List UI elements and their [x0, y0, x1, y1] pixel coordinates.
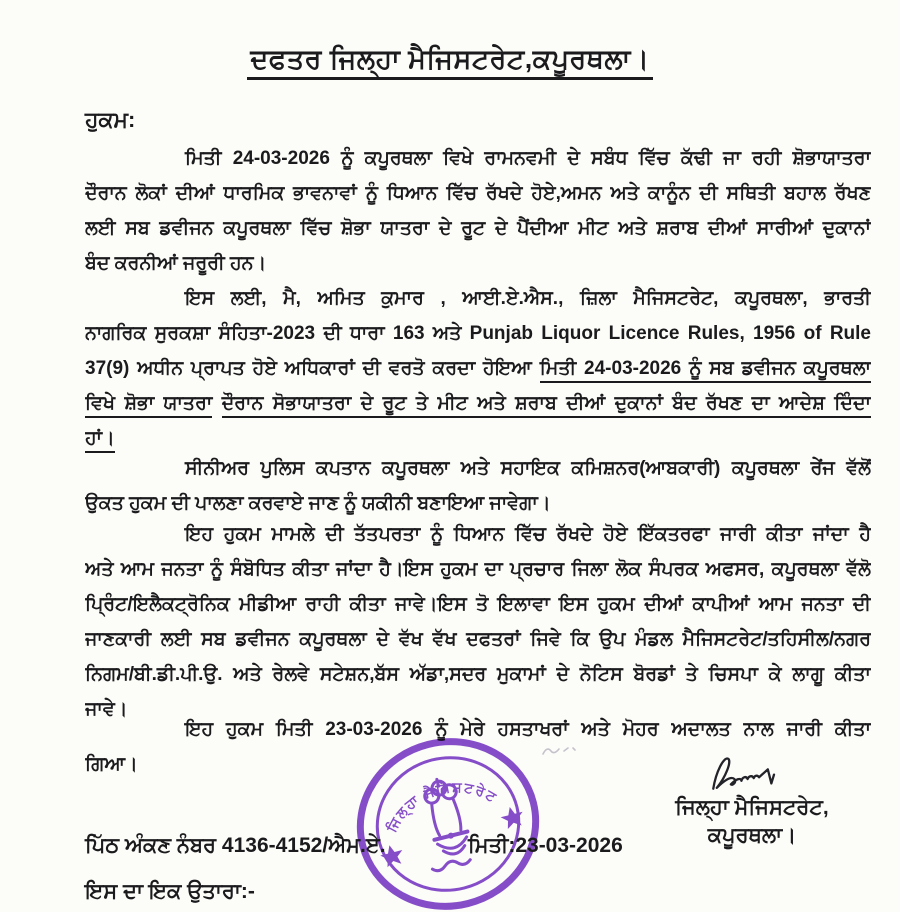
- reference-number: ਪਿੱਠ ਅੰਕਣ ਨੰਬਰ 4136-4152/ਐਮ.ਏ.: [85, 834, 386, 857]
- paragraph-line: ਸੀਨੀਅਰ ਪੁਲਿਸ ਕਪਤਾਨ ਕਪੂਰਥਲਾ ਅਤੇ ਸਹਾਇਕ ਕਮਿਸ਼ਨਰ(ਆਬਕਾਰੀ) ਕਪੂਰਥਲਾ ਰੇਂਜ ਵੱਲੋਂ: [185, 458, 871, 479]
- underlined-segment: ਮਿਤੀ 24-03-2026 ਨੂੰ ਸਬ ਡਵੀਜਨ ਕਪੂਰਥਲਾ: [540, 358, 871, 383]
- paragraph-line: ਲਈ ਸਬ ਡਵੀਜਨ ਕਪੂਰਥਲਾ ਵਿੱਚ ਸ਼ੋਭਾ ਯਾਤਰਾ ਦੇ ਰੂਟ ਦੇ ਪੈਂਦੀਆ ਮੀਟ ਅਤੇ ਸ਼ਰਾਬ ਦੀਆਂ ਸਾਰੀਆਂ ਦੁਕਾਨਾਂ: [85, 218, 871, 239]
- paragraph-line: ਮਿਤੀ 24-03-2026 ਨੂੰ ਕਪੂਰਥਲਾ ਵਿਖੇ ਰਾਮਨਵਮੀ ਦੇ ਸਬੰਧ ਵਿੱਚ ਕੱਢੀ ਜਾ ਰਹੀ ਸ਼ੋਭਾਯਾਤਰਾ: [185, 148, 871, 169]
- page-title: [0, 44, 900, 76]
- paragraph-line: ਦੌਰਾਨ ਲੋਕਾਂ ਦੀਆਂ ਧਾਰਮਿਕ ਭਾਵਨਾਵਾਂ ਨੂੰ ਧਿਆਨ ਵਿੱਚ ਰੱਖਦੇ ਹੋਏ,ਅਮਨ ਅਤੇ ਕਾਨੂੰਨ ਦੀ ਸਥਿਤੀ ਬਹਾਲ ਰੱਖਣ: [85, 183, 871, 204]
- paragraph-line: ਉਕਤ ਹੁਕਮ ਦੀ ਪਾਲਣਾ ਕਰਵਾਏ ਜਾਣ ਨੂੰ ਯਕੀਨੀ ਬਣਾਇਆ ਜਾਵੇਗਾ।: [85, 493, 551, 514]
- paragraph-1: [85, 141, 871, 281]
- paragraph-2: [85, 281, 871, 456]
- line-segment: 37(9) ਅਧੀਨ ਪ੍ਰਾਪਤ ਹੋਏ ਅਧਿਕਾਰਾਂ ਦੀ ਵਰਤੋ ਕਰਦਾ ਹੋਇਆ: [85, 358, 532, 379]
- underlined-segment: ਵਿਖੇ ਸ਼ੋਭਾ ਯਾਤਰਾ: [85, 393, 212, 418]
- svg-text:ਜਿਲ੍ਹਾ ਮੈਜਿਸਟਰੇਟ: [375, 766, 505, 838]
- paragraph-line: [85, 386, 871, 421]
- stamp-arc-text: ਜਿਲ੍ਹਾ ਮੈਜਿਸਟਰੇਟ: [383, 778, 501, 835]
- paragraph-line: ਅਤੇ ਆਮ ਜਨਤਾ ਨੂੰ ਸੰਬੋਧਿਤ ਕੀਤਾ ਜਾਂਦਾ ਹੈ।ਇਸ ਹੁਕਮ ਦਾ ਪ੍ਰਚਾਰ ਜਿਲਾ ਲੋਕ ਸੰਪਰਕ ਅਫਸਰ, ਕਪੂਰਥਲਾ ਵੱਲੋ: [85, 559, 871, 580]
- paragraph-line: ਬੰਦ ਕਰਨੀਆਂ ਜਰੂਰੀ ਹਨ।: [85, 253, 267, 274]
- page-title-text: ਦਫਤਰ ਜਿਲ੍ਹਾ ਮੈਜਿਸਟਰੇਟ,ਕਪੂਰਥਲਾ।: [247, 44, 652, 80]
- paragraph-line: ਇਹ ਹੁਕਮ ਮਾਮਲੇ ਦੀ ਤੱਤਪਰਤਾ ਨੂੰ ਧਿਆਨ ਵਿੱਚ ਰੱਖਦੇ ਹੋਏ ਇੱਕਤਰਫਾ ਜਾਰੀ ਕੀਤਾ ਜਾਂਦਾ ਹੈ: [185, 524, 871, 545]
- paragraph-line: ਪ੍ਰਿੰਟ/ਇਲੈਕਟ੍ਰੋਨਿਕ ਮੀਡੀਆ ਰਾਹੀ ਕੀਤਾ ਜਾਵੇ।ਇਸ ਤੋ ਇਲਾਵਾ ਇਸ ਹੁਕਮ ਦੀਆਂ ਕਾਪੀਆਂ ਆਮ ਜਨਤਾ ਦੀ: [85, 594, 871, 615]
- paragraph-line: ਜਾਵੇ।: [85, 699, 128, 720]
- paragraph-line: ਜਾਣਕਾਰੀ ਲਈ ਸਬ ਡਵੀਜਨ ਕਪੂਰਥਲਾ ਦੇ ਵੱਖ ਵੱਖ ਦਫਤਰਾਂ ਜਿਵੇ ਕਿ ਉਪ ਮੰਡਲ ਮੈਜਿਸਟਰੇਟ/ਤਹਿਸੀਲ/ਨਗਰ: [85, 629, 871, 650]
- signatory-title: ਜਿਲ੍ਹਾ ਮੈਜਿਸਟਰੇਟ,: [675, 796, 829, 819]
- signature-scribble: [692, 750, 812, 794]
- paragraph-line: ਨਿਗਮ/ਬੀ.ਡੀ.ਪੀ.ਉ. ਅਤੇ ਰੇਲਵੇ ਸਟੇਸ਼ਨ,ਬੱਸ ਅੱਡਾ,ਸਦਰ ਮੁਕਾਮਾਂ ਦੇ ਨੋਟਿਸ ਬੋਰਡਾਂ ਤੇ ਚਿਸਪਾ ਕੇ ਲਾਗੂ ਕੀਤਾ: [85, 664, 871, 685]
- paragraph-line: ਇਸ ਲਈ, ਮੈ, ਅਮਿਤ ਕੁਮਾਰ , ਆਈ.ਏ.ਐਸ., ਜ਼ਿਲਾ ਮੈਜਿਸਟਰੇਟ, ਕਪੂਰਥਲਾ, ਭਾਰਤੀ: [185, 288, 871, 309]
- underlined-segment: ਹਾਂ।: [85, 428, 115, 453]
- paragraph-line: [85, 351, 871, 386]
- issue-date: ਮਿਤੀ:23-03-2026: [468, 834, 623, 857]
- signature-block: [632, 750, 872, 850]
- signatory-place: ਕਪੂਰਥਲਾ।: [707, 824, 797, 847]
- paragraph-4: [85, 517, 871, 727]
- paragraph-line: ਇਹ ਹੁਕਮ ਮਿਤੀ 23-03-2026 ਨੂੰ ਮੇਰੇ ਹਸਤਾਖਰਾਂ ਅਤੇ ਮੋਹਰ ਅਦਾਲਤ ਨਾਲ ਜਾਰੀ ਕੀਤਾ: [185, 719, 871, 740]
- official-stamp-seal: [350, 736, 546, 912]
- copy-note: ਇਸ ਦਾ ਇਕ ਉਤਾਰਾ:-: [85, 880, 255, 903]
- paragraph-line: ਗਿਆ।: [85, 754, 138, 775]
- paragraph-line: ਨਾਗਰਿਕ ਸੁਰਕਸ਼ਾ ਸੰਹਿਤਾ-2023 ਦੀ ਧਾਰਾ 163 ਅਤੇ Punjab Liquor Licence Rules, 1956 of Rule: [85, 323, 871, 344]
- order-label: ਹੁਕਮ:: [85, 107, 136, 132]
- paragraph-3: [85, 451, 871, 521]
- pencil-mark: [540, 742, 586, 760]
- underlined-segment: ਦੌਰਾਨ ਸੋਭਾਯਾਤਰਾ ਦੇ ਰੂਟ ਤੇ ਮੀਟ ਅਤੇ ਸ਼ਰਾਬ ਦੀਆਂ ਦੁਕਾਨਾਂ ਬੰਦ ਰੱਖਣ ਦਾ ਆਦੇਸ਼ ਦਿੰਦਾ: [222, 393, 871, 418]
